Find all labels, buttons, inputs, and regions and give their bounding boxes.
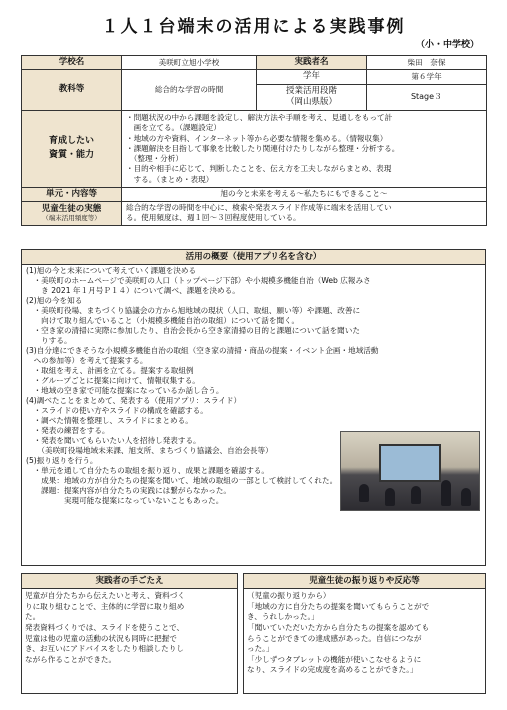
school-value: 美咲町立旭小学校 xyxy=(122,56,257,70)
overview-line: ・単元を通して自分たちの取組を振り返り、成果と課題を確認する。 xyxy=(26,466,269,476)
school-label: 学校名 xyxy=(22,56,122,70)
overview-section xyxy=(21,249,486,566)
abilities-line: ・課題解決を目指して事象を比較したり関連付けたりしながら整理・分析する。 xyxy=(126,143,400,153)
abilities-line: （整理・分析） xyxy=(126,154,183,163)
students-body xyxy=(244,589,485,678)
grade-value: 第６学年 xyxy=(367,70,487,84)
students-line: 「聞いていただいた方から自分たちの提案を認めても xyxy=(247,622,430,632)
overview-line: ・美咲町のホームページで美咲町の人口（トップページ下部）や小規模多機能自治（Web 広報みさ xyxy=(26,276,371,286)
teacher-line: き、お互いにアドバイスをしたり相談したりし xyxy=(25,644,184,654)
overview-line: ・取組を考え、計画を立てる。提案する取組例 xyxy=(26,366,194,376)
abilities-label-line-2: 資質・能力 xyxy=(48,149,94,160)
grade-label: 学年 xyxy=(257,70,367,84)
student-figure xyxy=(411,486,421,504)
students-heading: 児童生徒の振り返りや反応等 xyxy=(244,574,485,589)
overview-line: ・スライドの使い方やスライドの構成を確認する。 xyxy=(26,406,208,416)
students-line: らうことができての達成感があった。自信につなが xyxy=(247,633,422,643)
teacher-line: りに取り組むことで、主体的に学習に取り組め xyxy=(25,601,185,611)
overview-line: 成果：地域の方が自分たちの提案を聞いて、地域の取組の一部として検討してくれた。 xyxy=(26,476,338,486)
overview-line: (3)自分達にできそうな小規模多機能自治の取組（空き家の清掃・商品の提案・イベント企画・地域活動 xyxy=(26,346,379,356)
overview-line: りする。 xyxy=(26,336,72,346)
students-line: （児童の振り返りから） xyxy=(247,591,331,600)
stage-value: Stage３ xyxy=(367,84,487,110)
overview-line: （美咲町役場地域未来課、旭支所、まちづくり協議会、自治会長等） xyxy=(26,446,273,456)
abilities-label-line-1: 育成したい xyxy=(48,136,94,147)
abilities-line: 画を立てる。（課題設定） xyxy=(126,123,221,133)
overview-line: への参加等）を考えて提案する。 xyxy=(26,356,148,366)
student-figure xyxy=(359,484,369,502)
overview-line: ・グループごとに提案に向けて、情報収集する。 xyxy=(26,376,200,386)
teacher-line: 発表資料づくりでは、スライドを使うことで、 xyxy=(25,622,185,632)
overview-line: 課題：提案内容が自分たちの実践には繋がらなかった。 xyxy=(26,486,232,496)
student-figure xyxy=(461,488,471,506)
teacher-line: 児童は他の児童の活動の状況も同時に把握で xyxy=(25,633,177,643)
teacher-line: 児童が自分たちから伝えたいと考え、資料づく xyxy=(25,591,185,600)
usage-line: 総合的な学習の時間を中心に、検索や発表スライド作成等に端末を活用してい xyxy=(126,203,392,213)
subject-label: 教科等 xyxy=(22,70,122,110)
overview-line: ・美咲町役場、まちづくり協議会の方から旭地域の現状（人口、取組、願い等）や課題、改善に xyxy=(26,306,361,316)
page-title: １人１台端末の活用による実践事例 xyxy=(101,17,406,37)
abilities-line: ・地域の方や資料、インターネット等から必要な情報を集める。（情報収集） xyxy=(126,133,388,143)
students-line: 「少しずつタブレットの機能が使いこなせるように xyxy=(247,654,422,664)
stage-label-line-1: 授業活用段階 xyxy=(285,86,337,97)
overview-line: ・調べた情報を整理し、スライドにまとめる。 xyxy=(26,416,193,426)
usage-text xyxy=(122,202,487,226)
teacher-heading: 実践者の手ごたえ xyxy=(22,574,237,589)
abilities-line: する。（まとめ・表現） xyxy=(126,174,214,184)
stage-label xyxy=(257,84,367,110)
stage-label-line-2: （岡山県版） xyxy=(285,97,337,108)
abilities-label xyxy=(22,111,122,188)
subject-value: 総合的な学習の時間 xyxy=(122,70,257,110)
abilities-table xyxy=(21,110,487,226)
unit-label: 単元・内容等 xyxy=(22,187,122,201)
usage-label-main: 児童生徒の実態 xyxy=(41,204,102,215)
practitioner-value: 柴田 奈保 xyxy=(367,56,487,70)
overview-line: 実現可能な提案になっていないこともあった。 xyxy=(26,496,224,506)
overview-line: (4)調べたことをまとめて、発表する（使用アプリ：スライド） xyxy=(26,396,242,406)
students-line: き、うれしかった。」 xyxy=(247,612,319,622)
overview-line: 向けて取り組んでいること（小規模多機能自治の取組）について話を聞く。 xyxy=(26,316,300,326)
usage-label xyxy=(22,202,122,226)
overview-line: ・空き家の清掃に実際に参加したり、自治会長から空き家清掃の目的と課題について話を聞いた xyxy=(26,326,360,336)
overview-line: (2)旭の今を知る xyxy=(26,296,83,306)
student-figure xyxy=(385,488,395,506)
teacher-line: た。 xyxy=(25,612,41,622)
projector-screen xyxy=(379,444,441,482)
abilities-line: ・目的や相手に応じて、判断したことを、伝え方を工夫しながらまとめ、表現 xyxy=(126,164,392,174)
unit-value: 旭の今と未来を考える〜私たちにもできること〜 xyxy=(122,187,487,201)
teacher-body xyxy=(22,589,237,667)
teacher-line: ながら作ることができた。 xyxy=(25,654,117,664)
presenter-figure xyxy=(441,480,451,506)
classroom-photo xyxy=(340,431,480,511)
usage-sublabel: （端末活用頻度等） xyxy=(42,213,101,222)
overview-line: (5)振り返りを行う。 xyxy=(26,456,98,466)
overview-line: ・発表を聞いてもらいたい人を招待し発表する。 xyxy=(26,436,201,446)
abilities-line: ・問題状況の中から課題を設定し、解決方法や手順を考え、見通しをもって計 xyxy=(126,113,393,122)
abilities-list xyxy=(122,111,487,188)
overview-line: (1)旭の今と未来について考えていく課題を決める xyxy=(26,266,197,275)
practitioner-label: 実践者名 xyxy=(257,56,367,70)
students-section xyxy=(243,573,486,694)
overview-line: ・地域の空き家で可能な提案になっているか話し合う。 xyxy=(26,386,224,396)
overview-heading: 活用の概要（使用アプリ名を含む） xyxy=(22,250,485,265)
students-line: なり、スライドの完成度を高めることができた。」 xyxy=(247,665,418,675)
teacher-section xyxy=(21,573,238,694)
students-line: った。」 xyxy=(247,644,274,654)
header-table xyxy=(21,55,487,111)
usage-line: る。使用頻度は、週１回〜３回程度使用している。 xyxy=(126,213,301,223)
students-line: 「地域の方に自分たちの提案を聞いてもらうことがで xyxy=(247,601,430,611)
overview-line: ・発表の練習をする。 xyxy=(26,426,110,436)
overview-line: き 2021 年１月号Ｐ１４）について調べ、課題を決める。 xyxy=(26,286,240,296)
page-subtitle: （小・中学校） xyxy=(415,40,479,50)
